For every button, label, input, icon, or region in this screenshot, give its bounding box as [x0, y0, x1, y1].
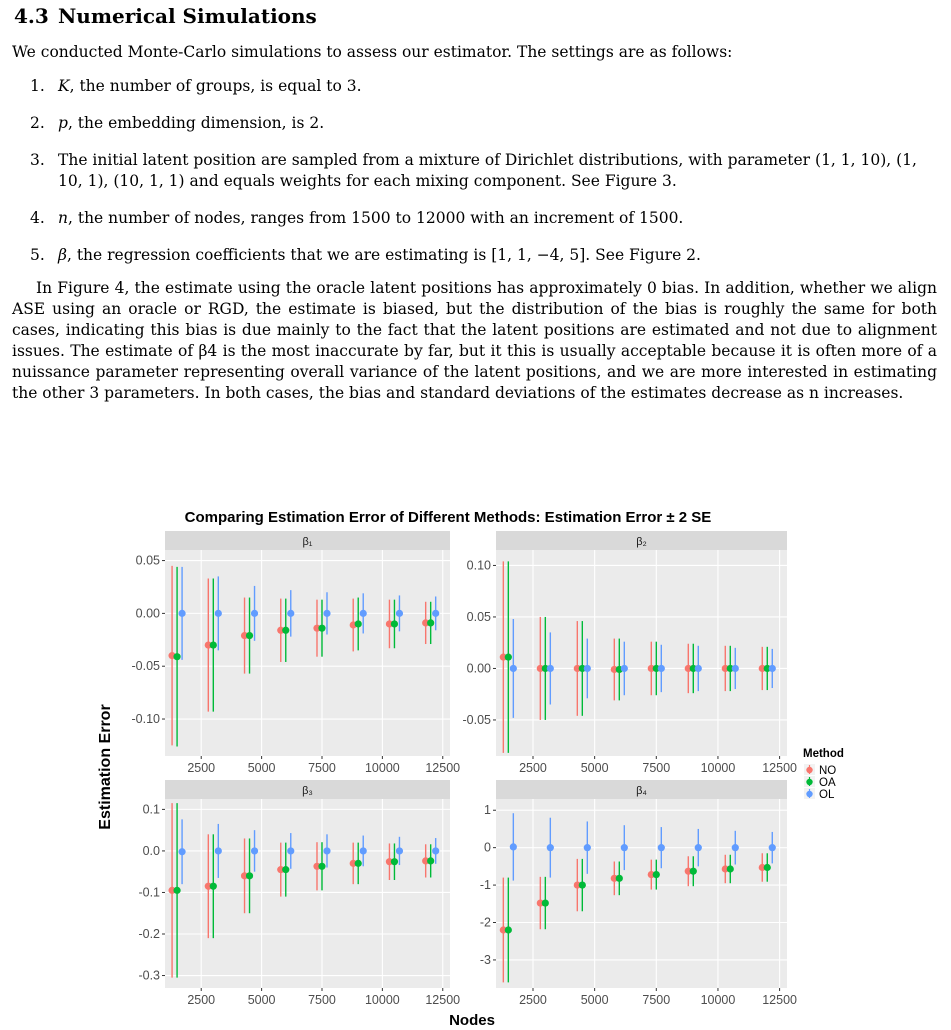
x-tick-label: 12500 [762, 993, 797, 1007]
list-item [30, 208, 935, 229]
list-item [30, 150, 935, 192]
settings-list [30, 76, 935, 282]
data-point [695, 665, 702, 672]
y-tick-label: -2 [479, 915, 491, 930]
y-tick-label: -0.05 [131, 659, 160, 674]
figure-4-chart [0, 505, 951, 1030]
item-number: 5. [30, 246, 45, 264]
data-point [215, 610, 222, 617]
data-point [427, 857, 434, 864]
data-point [246, 872, 253, 879]
item-text: , the number of groups, is equal to 3. [69, 77, 362, 95]
item-text: , the number of nodes, ranges from 1500 to 12000 with an increment of 1500. [67, 209, 684, 227]
y-tick-label: -0.10 [131, 712, 160, 727]
data-point [658, 665, 665, 672]
intro-text: We conducted Monte-Carlo simulations to assess our estimator. The settings are as follows: [12, 43, 733, 61]
y-tick-label: -0.2 [138, 927, 160, 941]
x-tick-label: 2500 [519, 993, 547, 1007]
x-tick-label: 5000 [580, 993, 609, 1007]
data-point [542, 899, 549, 906]
data-point [732, 844, 739, 851]
data-point [769, 844, 776, 851]
legend-label: OL [819, 789, 835, 801]
item-number: 3. [30, 151, 45, 169]
facet-label: β₂ [636, 536, 647, 548]
data-point [287, 610, 294, 617]
x-tick-label: 10000 [700, 761, 736, 775]
x-tick-label: 12500 [762, 761, 797, 775]
facet-label: β₁ [302, 536, 313, 548]
item-number: 4. [30, 209, 45, 227]
data-point [355, 860, 362, 867]
data-point [505, 926, 512, 933]
data-point [282, 866, 289, 873]
y-axis-label: Estimation Error [97, 704, 114, 830]
data-point [432, 610, 439, 617]
list-item [30, 245, 935, 266]
x-tick-label: 5000 [247, 761, 276, 775]
data-point [360, 610, 367, 617]
y-tick-label: -1 [479, 878, 491, 893]
y-tick-label: 0.00 [466, 661, 491, 676]
section-heading [14, 4, 317, 28]
x-tick-label: 5000 [247, 993, 276, 1007]
legend-label: OA [819, 777, 836, 789]
x-tick-label: 12500 [425, 761, 461, 775]
data-point [210, 641, 217, 648]
y-tick-label: -0.1 [138, 885, 160, 900]
x-tick-label: 5000 [580, 761, 609, 775]
data-point [584, 844, 591, 851]
data-point [727, 865, 734, 872]
item-text: The initial latent position are sampled from a mixture of Dirichlet distributions, with parameter (1, 1, 10), (1, 10, 1), (10, 1, 1) and equals weights for each mixing component. See Figure 3. [58, 151, 917, 190]
y-tick-label: 1 [484, 803, 491, 818]
data-point [210, 883, 217, 890]
x-tick-label: 10000 [364, 761, 400, 775]
item-variable: β [58, 246, 67, 264]
item-number: 1. [30, 77, 45, 95]
data-point [173, 653, 180, 660]
data-point [282, 627, 289, 634]
legend-key-point [806, 791, 812, 797]
data-point [510, 665, 517, 672]
data-point [287, 847, 294, 854]
item-text: , the regression coefficients that we are estimating is [1, 1, −4, 5]. See Figure 2. [66, 246, 701, 264]
data-point [391, 858, 398, 865]
data-point [616, 875, 623, 882]
data-point [621, 665, 628, 672]
y-tick-label: 0 [484, 840, 491, 855]
item-number: 2. [30, 114, 45, 132]
chart-title: Comparing Estimation Error of Different Methods: Estimation Error ± 2 SE [184, 509, 712, 526]
data-point [251, 847, 258, 854]
item-variable: n [58, 209, 68, 227]
item-variable: p [58, 114, 68, 132]
data-point [396, 847, 403, 854]
data-point [547, 665, 554, 672]
data-point [653, 871, 660, 878]
y-tick-label: 0.05 [135, 553, 160, 568]
x-tick-label: 7500 [308, 761, 336, 775]
data-point [215, 847, 222, 854]
data-point [764, 864, 771, 871]
list-item [30, 113, 935, 134]
data-point [621, 844, 628, 851]
data-point [547, 844, 554, 851]
x-tick-label: 2500 [187, 993, 216, 1007]
data-point [178, 848, 185, 855]
data-point [246, 632, 253, 639]
item-variable: K [58, 77, 70, 95]
data-point [318, 625, 325, 632]
data-point [690, 868, 697, 875]
data-point [769, 665, 776, 672]
legend-key-point [806, 767, 812, 773]
data-point [579, 881, 586, 888]
data-point [323, 847, 330, 854]
x-tick-label: 7500 [642, 993, 671, 1007]
data-point [323, 610, 330, 617]
item-text: , the embedding dimension, is 2. [67, 114, 325, 132]
x-tick-label: 2500 [519, 761, 547, 775]
data-point [178, 610, 185, 617]
data-point [505, 654, 512, 661]
data-point [732, 665, 739, 672]
x-tick-label: 12500 [425, 993, 461, 1007]
x-tick-label: 7500 [642, 761, 671, 775]
y-tick-label: 0.05 [466, 609, 491, 624]
section-number: 4.3 [14, 4, 49, 28]
y-tick-label: 0.1 [142, 802, 160, 817]
data-point [251, 610, 258, 617]
x-axis-label: Nodes [449, 1012, 495, 1029]
x-tick-label: 2500 [187, 761, 216, 775]
data-point [360, 847, 367, 854]
legend-title: Method [803, 748, 844, 760]
data-point [695, 844, 702, 851]
legend-label: NO [819, 765, 837, 777]
section-title: Numerical Simulations [58, 4, 317, 28]
data-point [658, 844, 665, 851]
list-item [30, 76, 935, 97]
data-point [432, 847, 439, 854]
data-point [318, 863, 325, 870]
x-tick-label: 10000 [700, 993, 736, 1007]
x-tick-label: 7500 [308, 993, 336, 1007]
data-point [355, 620, 362, 627]
data-point [396, 610, 403, 617]
facet-label: β₃ [302, 785, 313, 797]
data-point [427, 619, 434, 626]
data-point [391, 620, 398, 627]
y-tick-label: 0.00 [135, 606, 160, 621]
body-paragraph: In Figure 4, the estimate using the oracle latent positions has approximately 0 bias. In addition, whether we align ASE using an oracle or RGD, the estimate is biased, but the distribution of the bias is roughly the same for both cases, indicating this bias is due mainly to the fact that the latent positions are estimated and not due to alignment issues. The estimate of β4 is the most inaccurate by far, but it this is usually acceptable because it is often more of a nuissance parameter representing overall variance of the latent positions, and we are more interested in estimating the other 3 parameters. In both cases, the bias and standard deviations of the estimates decrease as n increases. [12, 279, 937, 402]
data-point [584, 665, 591, 672]
y-tick-label: -0.3 [138, 968, 160, 983]
y-tick-label: 0.10 [466, 558, 491, 573]
y-tick-label: 0.0 [142, 843, 160, 858]
data-point [510, 843, 517, 850]
y-tick-label: -0.05 [462, 712, 491, 727]
y-tick-label: -3 [479, 952, 491, 967]
facet-label: β₄ [636, 785, 647, 797]
data-point [173, 887, 180, 894]
legend-key-point [806, 779, 812, 785]
x-tick-label: 10000 [364, 993, 400, 1007]
